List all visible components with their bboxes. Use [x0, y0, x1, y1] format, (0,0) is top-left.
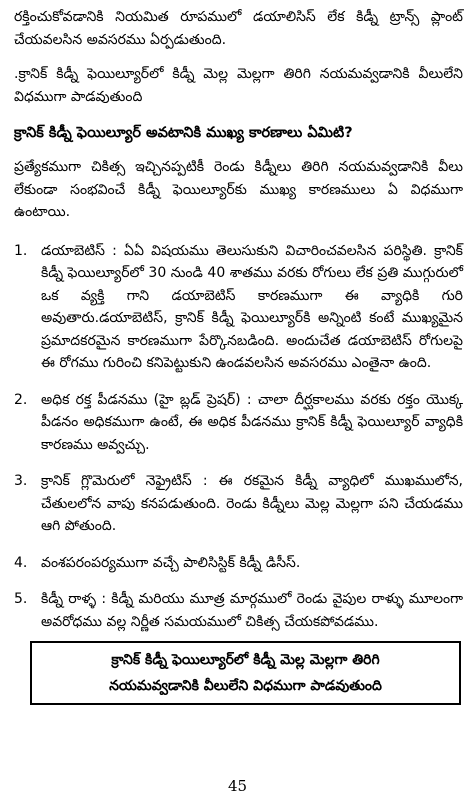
list-item-number: 2. — [14, 391, 28, 408]
intro-summary: .క్రానిక్ కిడ్నీ ఫెయిల్యూర్‌లో కిడ్నీ మెల్ల మెల్లగా తిరిగి నయమవ్వడానికి వీలులేని విధముగా పాడవుతుంది — [14, 66, 463, 105]
section-heading: క్రానిక్ కిడ్నీ ఫెయిల్యూర్ అవటానికి ముఖ్య కారణాలు ఏమిటి? — [14, 125, 353, 141]
callout-line-2: నయమవ్వడానికి వీలులేని విధముగా పాడవుతుంది — [109, 678, 382, 694]
causes-list — [14, 240, 463, 634]
list-item-number: 1. — [14, 242, 28, 259]
lead-paragraph: ప్రత్యేకముగా చికిత్స ఇచ్చినప్పటికీ రెండు కిడ్నీలు తిరిగి నయమవ్వడానికి వీలు లేకుండా సంభవించే కిడ్నీ ఫెయిల్యూర్‌కు ముఖ్య కారణములు ఏ విధముగా ఉంటాయి. — [14, 159, 463, 220]
callout-line-1: క్రానిక్ కిడ్నీ ఫెయిల్యూర్‌లో కిడ్నీ మెల్ల మెల్లగా తిరిగి — [111, 652, 380, 668]
callout-box — [30, 641, 461, 705]
list-item — [14, 588, 463, 633]
list-item-number: 3. — [14, 473, 28, 489]
list-item-text: కిడ్నీ రాళ్ళ : కిడ్నీ మరియు మూత్ర మార్గములో రెండు వైపుల రాళ్ళు మూలంగా అవరోధము వల్ల నిర్ణీత సమయములో చికిత్స చేయకపోవడము. — [41, 591, 463, 630]
list-item-text: డయాబెటిస్ : ఏఏ విషయము తెలుసుకుని విచారించవలసిన పరిస్థితి. క్రానిక్ కిడ్నీ ఫెయిల్యూర్‌లో 30 నుండి 40 శాతము వరకు రోగులు లేక ప్రతి ముగ్గురులో ఒక వ్యక్తి గాని డయాబెటిస్ కారణముగా ఈ వ్యాధికి గురి అవుతారు.డయాబెటిస్, క్రానిక్ కిడ్నీ ఫెయిల్యూర్‌కి అన్నింటి కంటే ముఖ్యమైన ప్రమాదకరమైన కారణముగా పేర్కొనబడింది. అందుచేత డయాబెటిస్ రోగులపై ఈ రోగము గురించి కనిపెట్టుకుని ఉండవలసిన అవసరము ఎంతైనా ఉంది. — [41, 242, 463, 371]
page-number: 45 — [227, 777, 248, 795]
list-item — [14, 470, 463, 538]
list-item-text: వంశపరంపర్యముగా వచ్చే పాలిసిస్టిక్ కిడ్నీ డిసీస్. — [41, 554, 301, 571]
list-item-text: క్రానిక్ గ్లొమెరులో నెఫ్రైటిస్ : ఈ రకమైన కిడ్నీ వ్యాధిలో ముఖములోన, చేతులలోన వాపు కనపడుతుంది. రెండు కిడ్నీలు మెల్ల మెల్లగా పని చేయడము ఆగి పోతుంది. — [41, 473, 463, 534]
list-item-number: 4. — [14, 554, 28, 571]
list-item-text: అధిక రక్త పీడనము (హై బ్లడ్ ప్రెషర్) : చాలా దీర్ఘకాలము వరకు రక్తం యొక్క పీడనం అధికముగా ఉంటే, ఈ అధిక పీడనము క్రానిక్ కిడ్నీ ఫెయిల్యూర్ వ్యాధికి కారణము అవ్వచ్చు. — [41, 391, 463, 453]
intro-paragraph: రక్తించుకోవడానికి నియమిత రూపములో డయాలిసిస్ లేక కిడ్నీ ట్రాన్స్ ప్లాంట్ చేయవలసిన అవసరము ఏర్పడుతుంది. — [14, 9, 463, 48]
list-item — [14, 552, 463, 575]
list-item-number: 5. — [14, 591, 28, 607]
list-item — [14, 389, 463, 457]
list-item — [14, 240, 463, 375]
